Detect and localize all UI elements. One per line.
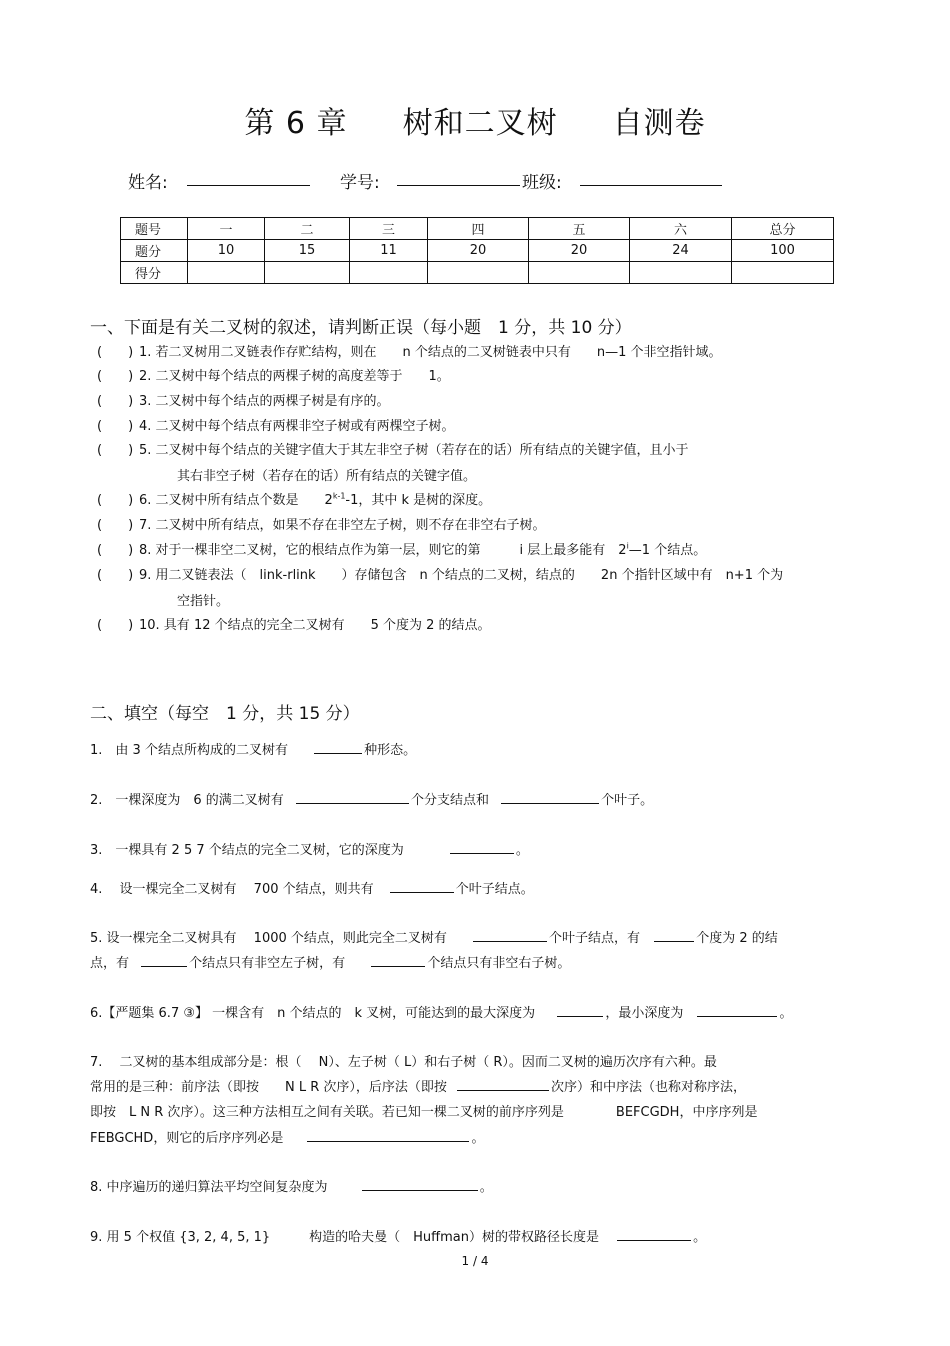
answer-paren[interactable]: ( ) bbox=[97, 345, 134, 360]
question-text: 1. 若二叉树用二叉链表作存贮结构，则在 n 个结点的二叉树链表中只有 n—1 个非空指针域。 bbox=[139, 345, 722, 360]
question-text: 7. 二叉树中所有结点，如果不存在非空左子树，则不存在非空右子树。 bbox=[139, 518, 546, 533]
table-cell: 15 bbox=[265, 240, 350, 262]
list-item bbox=[90, 1002, 792, 1021]
question-text: 9. 用二叉链表法（ link-rlink ）存储包含 n 个结点的二叉树，结点的 2n 个指针区域中有 n+1 个为 bbox=[139, 568, 784, 583]
table-cell: 得分 bbox=[121, 262, 188, 284]
answer-blank[interactable] bbox=[450, 839, 514, 854]
question-text: 个分支结点和 bbox=[410, 793, 489, 808]
title-chapter: 第 6 章 bbox=[244, 106, 348, 141]
list-item bbox=[97, 489, 491, 508]
question-text: 种形态。 bbox=[364, 743, 417, 758]
answer-blank[interactable] bbox=[557, 1002, 603, 1017]
question-text: 个结点只有非空右子树。 bbox=[427, 956, 571, 971]
question-text: 。 bbox=[471, 1131, 485, 1146]
answer-paren[interactable]: ( ) bbox=[97, 443, 134, 458]
answer-paren[interactable]: ( ) bbox=[97, 618, 134, 633]
question-text: 1. 由 3 个结点所构成的二叉树有 bbox=[90, 743, 288, 758]
table-header-cell: 一 bbox=[188, 218, 265, 240]
list-item bbox=[97, 564, 783, 583]
question-text: 个叶子结点。 bbox=[455, 882, 534, 897]
answer-blank[interactable] bbox=[654, 927, 694, 942]
score-input-cell[interactable] bbox=[529, 262, 630, 284]
table-cell: 题分 bbox=[121, 240, 188, 262]
question-text: 次序）和中序法（也称对称序法， bbox=[551, 1080, 747, 1095]
answer-blank[interactable] bbox=[473, 927, 547, 942]
question-continuation: 其右非空子树（若存在的话）所有结点的关键字值。 bbox=[177, 469, 477, 484]
exponent: k-1 bbox=[332, 491, 346, 501]
answer-blank[interactable] bbox=[697, 1002, 777, 1017]
question-text: 8. 对于一棵非空二叉树，它的根结点作为第一层，则它的第 i 层上最多能有 2 bbox=[139, 543, 627, 558]
section-2-heading: 二、填空（每空 1 分，共 15 分） bbox=[90, 704, 360, 724]
answer-paren[interactable]: ( ) bbox=[97, 369, 134, 384]
list-item bbox=[90, 878, 534, 897]
question-text: 。 bbox=[693, 1230, 707, 1245]
answer-paren[interactable]: ( ) bbox=[97, 419, 134, 434]
score-input-cell[interactable] bbox=[350, 262, 428, 284]
question-text: 4. 设一棵完全二叉树有 700 个结点，则共有 bbox=[90, 882, 374, 897]
answer-blank[interactable] bbox=[314, 739, 362, 754]
question-continuation bbox=[90, 952, 570, 971]
question-text: —1 个结点。 bbox=[628, 543, 707, 558]
answer-blank[interactable] bbox=[371, 952, 425, 967]
list-item bbox=[97, 415, 455, 434]
answer-blank[interactable] bbox=[296, 789, 409, 804]
list-item bbox=[90, 1176, 493, 1195]
list-item bbox=[97, 439, 689, 458]
list-item bbox=[90, 1226, 706, 1245]
student-id-label: 学号: bbox=[340, 173, 380, 193]
question-text: 3. 一棵具有 2 5 7 个结点的完全二叉树，它的深度为 bbox=[90, 843, 404, 858]
list-item bbox=[90, 927, 778, 946]
list-item bbox=[97, 341, 722, 360]
question-continuation: 即按 L N R 次序）。这三种方法相互之间有关联。若已知一棵二叉树的前序序列是 BEFCGDH，中序序列是 bbox=[90, 1105, 758, 1120]
answer-paren[interactable]: ( ) bbox=[97, 543, 134, 558]
list-item bbox=[97, 614, 491, 633]
question-text: 个结点只有非空左子树，有 bbox=[189, 956, 346, 971]
question-text: 3. 二叉树中每个结点的两棵子树是有序的。 bbox=[139, 394, 390, 409]
table-cell: 20 bbox=[428, 240, 529, 262]
question-text: 4. 二叉树中每个结点有两棵非空子树或有两棵空子树。 bbox=[139, 419, 455, 434]
question-text: 。 bbox=[479, 1180, 493, 1195]
answer-blank[interactable] bbox=[501, 789, 599, 804]
question-text: 2. 二叉树中每个结点的两棵子树的高度差等于 1。 bbox=[139, 369, 450, 384]
question-text: FEBGCHD，则它的后序序列必是 bbox=[90, 1131, 284, 1146]
question-continuation bbox=[90, 1127, 484, 1146]
question-continuation bbox=[90, 1076, 746, 1095]
list-item bbox=[90, 739, 416, 758]
list-item bbox=[97, 390, 390, 409]
question-text: 6. 二叉树中所有结点个数是 2 bbox=[139, 493, 333, 508]
answer-blank[interactable] bbox=[141, 952, 187, 967]
list-item: 7. 二叉树的基本组成部分是：根（ N）、左子树（ L）和右子树（ R）。因而二叉树的遍历次序有六种。最 bbox=[90, 1055, 717, 1070]
exponent: i bbox=[626, 541, 629, 551]
table-row bbox=[121, 218, 834, 240]
table-header-cell: 四 bbox=[428, 218, 529, 240]
table-cell: 10 bbox=[188, 240, 265, 262]
question-text: 2. 一棵深度为 6 的满二叉树有 bbox=[90, 793, 284, 808]
question-text: 。 bbox=[515, 843, 529, 858]
table-header-cell: 六 bbox=[630, 218, 732, 240]
section-1-heading: 一、下面是有关二叉树的叙述，请判断正误（每小题 1 分，共 10 分） bbox=[90, 318, 632, 338]
question-text: 5. 设一棵完全二叉树具有 1000 个结点，则此完全二叉树有 bbox=[90, 931, 447, 946]
title-topic: 树和二叉树 bbox=[402, 106, 558, 141]
question-text: 个叶子。 bbox=[601, 793, 654, 808]
question-text: ，最小深度为 bbox=[605, 1006, 684, 1021]
score-input-cell[interactable] bbox=[732, 262, 834, 284]
list-item bbox=[97, 514, 546, 533]
table-row bbox=[121, 262, 834, 284]
answer-blank[interactable] bbox=[617, 1226, 691, 1241]
answer-blank[interactable] bbox=[457, 1076, 549, 1091]
list-item bbox=[97, 539, 706, 558]
page-number: 1 / 4 bbox=[461, 1254, 489, 1268]
title-suffix: 自测卷 bbox=[612, 106, 706, 141]
score-input-cell[interactable] bbox=[630, 262, 732, 284]
question-text: 点，有 bbox=[90, 956, 130, 971]
table-header-cell: 三 bbox=[350, 218, 428, 240]
table-header-cell: 二 bbox=[265, 218, 350, 240]
table-cell: 24 bbox=[630, 240, 732, 262]
question-text: 9. 用 5 个权值 {3, 2, 4, 5, 1} 构造的哈夫曼（ Huffman）树的带权路径长度是 bbox=[90, 1230, 599, 1245]
question-text: 6.【严题集 6.7 ③】 一棵含有 n 个结点的 k 叉树，可能达到的最大深度为 bbox=[90, 1006, 536, 1021]
page-title bbox=[0, 98, 950, 142]
question-text: 5. 二叉树中每个结点的关键字值大于其左非空子树（若存在的话）所有结点的关键字值，且小于 bbox=[139, 443, 689, 458]
table-cell: 11 bbox=[350, 240, 428, 262]
name-label: 姓名: bbox=[128, 173, 168, 193]
question-continuation: 空指针。 bbox=[177, 594, 230, 609]
table-header-cell: 五 bbox=[529, 218, 630, 240]
list-item bbox=[90, 789, 653, 808]
answer-paren[interactable]: ( ) bbox=[97, 493, 134, 508]
question-text: 常用的是三种：前序法（即按 N L R 次序），后序法（即按 bbox=[90, 1080, 447, 1095]
score-input-cell[interactable] bbox=[428, 262, 529, 284]
answer-paren[interactable]: ( ) bbox=[97, 394, 134, 409]
table-row bbox=[121, 240, 834, 262]
score-input-cell[interactable] bbox=[188, 262, 265, 284]
question-text: 10. 具有 12 个结点的完全二叉树有 5 个度为 2 的结点。 bbox=[139, 618, 491, 633]
table-cell: 20 bbox=[529, 240, 630, 262]
table-header-cell: 总分 bbox=[732, 218, 834, 240]
question-text: 个叶子结点，有 bbox=[549, 931, 641, 946]
score-input-cell[interactable] bbox=[265, 262, 350, 284]
question-text: 。 bbox=[779, 1006, 793, 1021]
table-cell: 100 bbox=[732, 240, 834, 262]
class-label: 班级: bbox=[522, 173, 562, 193]
list-item bbox=[90, 839, 529, 858]
score-table bbox=[120, 217, 834, 284]
class-field[interactable] bbox=[580, 185, 722, 186]
question-text: -1，其中 k 是树的深度。 bbox=[345, 493, 492, 508]
answer-blank[interactable] bbox=[307, 1127, 469, 1142]
question-text: 8. 中序遍历的递归算法平均空间复杂度为 bbox=[90, 1180, 328, 1195]
table-header-cell: 题号 bbox=[121, 218, 188, 240]
answer-blank[interactable] bbox=[362, 1176, 478, 1191]
name-field[interactable] bbox=[187, 185, 310, 186]
list-item bbox=[97, 365, 450, 384]
answer-paren[interactable]: ( ) bbox=[97, 568, 134, 583]
answer-paren[interactable]: ( ) bbox=[97, 518, 134, 533]
question-text: 个度为 2 的结 bbox=[696, 931, 778, 946]
answer-blank[interactable] bbox=[390, 878, 454, 893]
student-id-field[interactable] bbox=[397, 185, 520, 186]
